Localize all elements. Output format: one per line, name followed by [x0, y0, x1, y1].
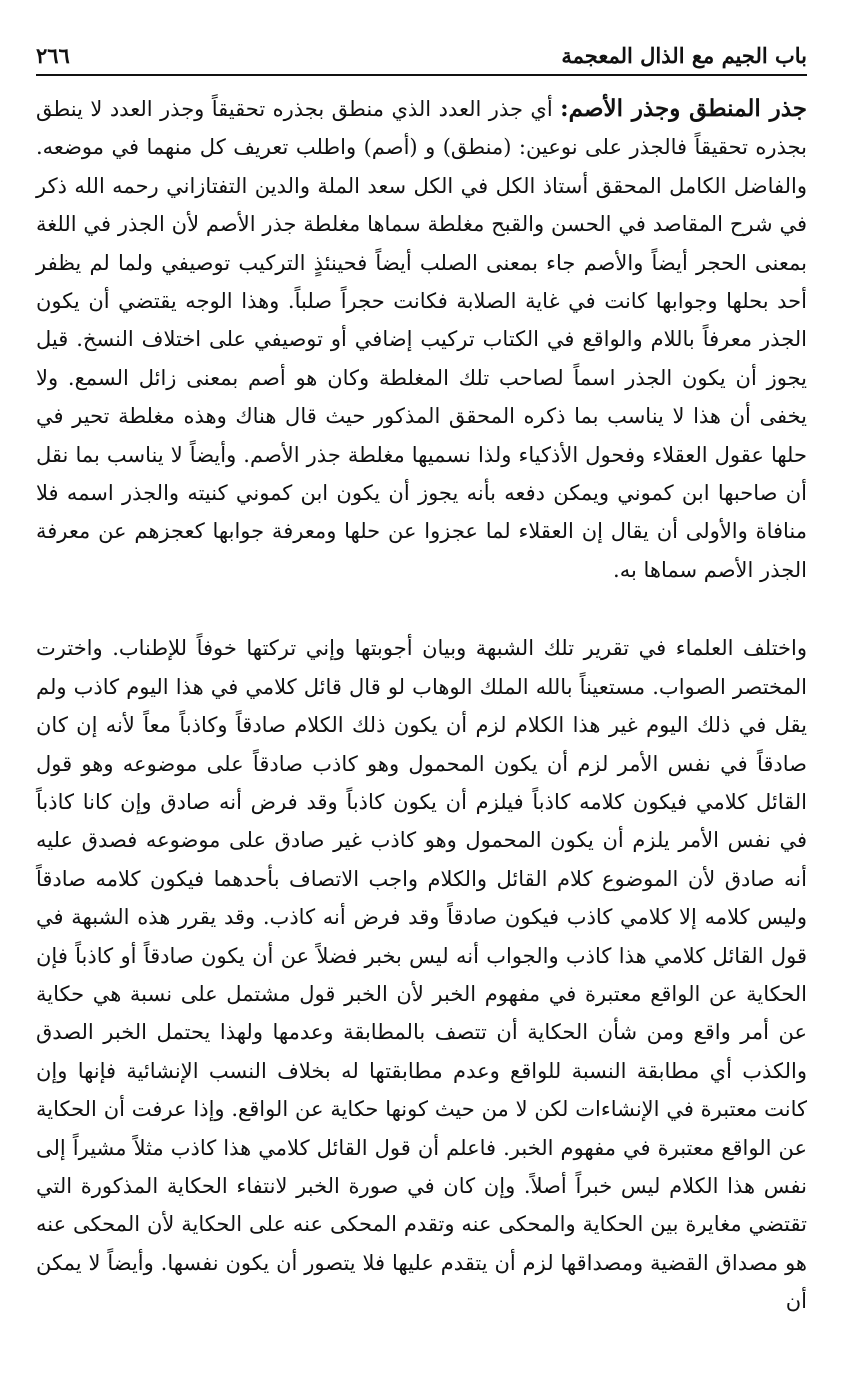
running-header	[36, 30, 807, 76]
paragraph-gap	[36, 589, 807, 629]
entry-text-2: واختلف العلماء في تقرير تلك الشبهة وبيان أجوبتها وإني تركتها خوفاً للإطناب. واخترت المختصر الصواب. مستعيناً بالله الملك الوهاب لو قال قائل كلامي في هذا اليوم كاذب ولم يقل في ذلك اليوم غير هذا الكلام لزم أن يكون ذلك الكلام صادقاً وكاذباً معاً لأنه إن كان صادقاً في نفس الأمر لزم أن يكون المحمول وهو كاذب صادقاً على موضوعه وهو قول القائل كلامي فيكون كلامه كاذباً فيلزم أن يكون كاذباً وقد فرض أنه صادق وإن كانا كاذباً في نفس الأمر يلزم أن يكون المحمول وهو كاذب غير صادق على موضوعه فصدق عليه أنه صادق لأن الموضوع كلام القائل والكلام واجب الاتصاف بأحدهما فيكون كلامه صادقاً وليس كلامه إلا كلامي كاذب فيكون صادقاً وقد فرض أنه كاذب. وقد يقرر هذه الشبهة في قول القائل كلامي هذا كاذب والجواب أنه ليس بخبر فضلاً عن أن يكون صادقاً أو كاذباً فإن الحكاية عن الواقع معتبرة في مفهوم الخبر لأن الخبر قول مشتمل على نسبة هي حكاية عن أمر واقع ومن شأن الحكاية أن تتصف بالمطابقة وعدمها ولهذا يحتمل الخبر الصدق والكذب أي مطابقة النسبة للواقع وعدم مطابقتها له بخلاف النسب الإنشائية فإنها وإن كانت معتبرة في الإنشاءات لكن لا من حيث كونها حكاية عن الواقع. وإذا عرفت أن الحكاية عن الواقع معتبرة في مفهوم الخبر. فاعلم أن قول القائل كلامي هذا كاذب مثلاً مشيراً إلى نفس هذا الكلام ليس خبراً أصلاً. وإن كان في صورة الخبر لانتفاء الحكاية المذكورة التي تقتضي مغايرة بين الحكاية والمحكى عنه وتقدم المحكى عنه على الحكاية لأن المحكى عنه هو مصداق القضية ومصداقها لزم أن يتقدم عليها فلا يتصور أن يكون نفسها. وأيضاً لا يمكن أن	[36, 636, 807, 1314]
entry-paragraph-2	[36, 629, 807, 1320]
entry-term-separator: :	[560, 95, 569, 122]
entry-term: جذر المنطق وجذر الأصم	[568, 95, 807, 122]
chapter-title: باب الجيم مع الذال المعجمة	[561, 43, 807, 68]
page-number: ٢٦٦	[36, 43, 70, 68]
entry-text-1: أي جذر العدد الذي منطق بجذره تحقيقاً وجذر العدد لا ينطق بجذره تحقيقاً فالجذر على نوعين: (منطق) و (أصم) واطلب تعريف كل منهما في موضعه. والفاضل الكامل المحقق أستاذ الكل في الكل سعد الملة والدين التفتازاني رحمه الله ذكر في شرح المقاصد في الحسن والقبح مغلطة سماها مغلطة جذر الأصم لأن الجذر في اللغة بمعنى الحجر أيضاً والأصم جاء بمعنى الصلب أيضاً فحينئذٍ التركيب توصيفي ولما لم يظفر أحد بحلها وجوابها كانت في غاية الصلابة فكانت حجراً صلباً. وهذا الوجه يقتضي أن يكون الجذر معرفاً باللام والواقع في الكتاب تركيب إضافي أو توصيفي على اختلاف النسخ. قيل يجوز أن يكون الجذر اسماً لصاحب تلك المغلطة وكان هو أصم بمعنى زائل السمع. ولا يخفى أن هذا لا يناسب بما ذكره المحقق المذكور حيث قال هناك وهذه مغلطة تحير في حلها عقول العقلاء وفحول الأذكياء ولذا نسميها مغلطة جذر الأصم. وأيضاً لا يناسب بما نقل أن صاحبها ابن كموني ويمكن دفعه بأنه يجوز أن يكون ابن كموني كنيته والجذر اسمه فلا منافاة والأولى أن يقال إن العقلاء لما عجزوا عن حلها ومعرفة جوابها كعجزهم عن معرفة الجذر الأصم سماها به.	[36, 97, 807, 582]
entry-paragraph-1	[36, 90, 807, 589]
page-body	[36, 90, 807, 1321]
